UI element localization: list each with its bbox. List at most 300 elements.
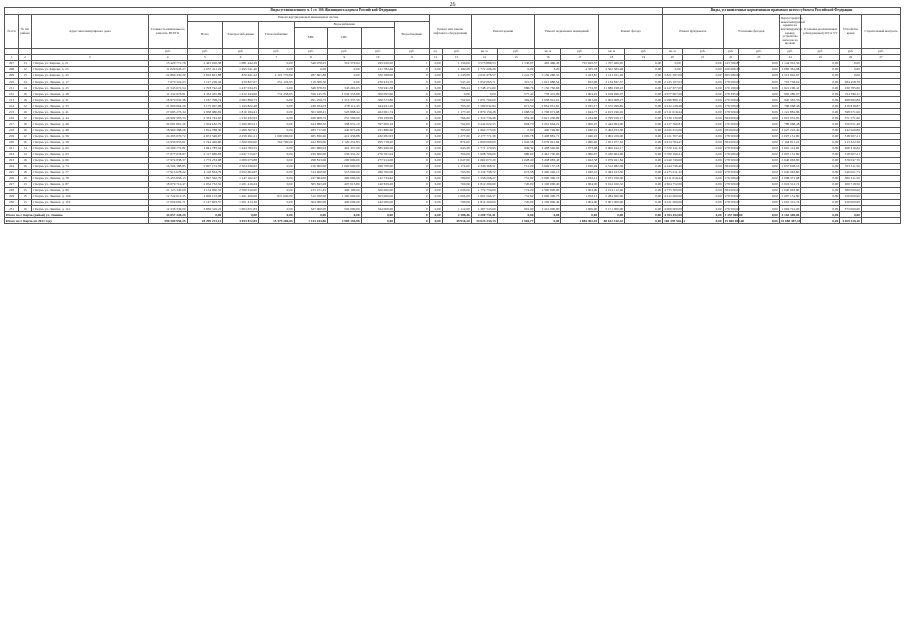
total-value: 0,00 [497, 212, 535, 218]
row-value: 0,00 [625, 157, 663, 163]
row-value: 1 461 400,00 [223, 194, 259, 200]
row-value: 0,00 [258, 67, 294, 73]
row-value: 0,00 [682, 200, 723, 206]
row-value: 0,00 [625, 194, 663, 200]
row-value: 1 073,68 [561, 145, 599, 151]
row-value: 0,00 [625, 115, 663, 121]
row-value: 422 859,00 [294, 139, 327, 145]
column-number-cell: 8 [294, 55, 327, 61]
row-value: 4 000 000,00 [664, 206, 682, 211]
row-value: 4 502 383,48 [599, 67, 625, 73]
row-value: 0,00 [682, 157, 723, 163]
row-value: 259 199,09 [361, 115, 394, 121]
row-value: 1 879 150,28 [471, 109, 497, 115]
page-number: 26 [449, 2, 456, 8]
row-value: 373 000,00 [840, 206, 862, 212]
row-value: 0,00 [801, 133, 840, 139]
row-value: 2 117 669,83 [187, 151, 223, 157]
row-value: 249 034,03 [294, 103, 327, 109]
row-value: 2 500 610,00 [223, 187, 259, 193]
row-value: 0 [395, 109, 430, 115]
row-value: 1 007 151,80 [779, 133, 801, 139]
unit-cell: руб. [395, 49, 430, 55]
row-area-number: 16 [19, 97, 32, 103]
col-all: Всего [187, 22, 223, 49]
row-value: 0,00 [801, 61, 840, 67]
row-value: 4 222 128,48 [664, 103, 682, 108]
total-value: 0,00 [361, 218, 394, 224]
row-value: 1 243,00 [442, 73, 471, 79]
row-value: 305 843,28 [294, 181, 327, 187]
row-value: 380 000,00 [840, 187, 862, 193]
right-title: Виды, установленные нормативным правовым актом субъекта Российской Федерации [663, 8, 901, 15]
row-value: 680,00 [497, 151, 535, 157]
row-value: 178 500,00 [724, 182, 740, 187]
row-value: 527 000,00 [294, 206, 327, 212]
row-value: 1 771 170,95 [471, 145, 497, 151]
row-value: 0,00 [258, 157, 294, 163]
row-value: 0,00 [682, 169, 723, 175]
left-title: Виды установленного ч. 1 ст. 166 Жилищного кодекса Российской Федерации [5, 8, 663, 15]
row-value: 4 953 546,07 [187, 133, 223, 139]
col-building: Строительный контроль [861, 15, 900, 49]
row-value: 731,82 [497, 175, 535, 181]
row-area-number: 16 [19, 175, 32, 181]
total-value: 2 969 194,08 [328, 218, 361, 224]
row-value: 0 [395, 169, 430, 175]
row-value: 0,00 [738, 109, 779, 115]
row-value: 465 466,43 [535, 61, 561, 67]
total-value: 1 357 800,00 [724, 212, 743, 217]
row-address: г Керчь ул. Ленина, д. 25 [32, 85, 149, 91]
row-value: 402 001,74 [361, 109, 394, 115]
row-value: 0,00 [625, 67, 663, 73]
row-value: 397 000,18 [361, 121, 394, 127]
row-value: 200 718,50 [840, 181, 862, 187]
row-value: 4 025 615,00 [664, 127, 682, 132]
row-value: 4 511 619,44 [664, 176, 682, 181]
row-value: 720,00 [497, 181, 535, 187]
row-value: 350 000,00 [840, 194, 862, 200]
row-value: 4 355,78 [561, 67, 599, 73]
row-number: 217 [5, 121, 19, 127]
row-value: 1 232 632,63 [223, 115, 259, 121]
col-elevator: Ремонт или замена лифтового оборудования [429, 15, 471, 49]
row-value: 0,00 [801, 79, 840, 85]
row-value: 348 978,25 [294, 61, 327, 67]
row-value: 0,00 [682, 187, 723, 193]
row-value: 763,00 [442, 127, 471, 133]
row-value: 0,00 [258, 103, 294, 109]
row-value: 1 772 206,29 [471, 67, 497, 73]
row-value: 385 290,20 [361, 145, 394, 151]
row-number: 231 [5, 206, 19, 212]
row-address: г Керчь ул. Ленина, д. 78 [32, 175, 149, 181]
row-area-number: 14 [19, 145, 32, 151]
row-value: 2 061,40 [561, 97, 599, 103]
row-value: 0,00 [328, 67, 361, 73]
row-value: 0,00 [258, 151, 294, 157]
row-value: 720,00 [497, 200, 535, 206]
row-value: 12 724 612,53 [148, 194, 187, 200]
row-value: 584 000,00 [724, 115, 740, 120]
total-value: 0,00 [429, 212, 442, 218]
row-value: 11 086 198,23 [599, 85, 625, 91]
total-value: 0,00 [682, 212, 723, 218]
row-value: 1 277,00 [442, 133, 471, 139]
column-number-cell: 2 [19, 55, 32, 61]
row-address: г Керчь ул. Ленина, д. 74 [32, 163, 149, 169]
row-value: 14 930 955,61 [148, 139, 187, 145]
row-value: 0,00 [801, 97, 840, 103]
total-value: 0,00 [429, 218, 442, 224]
row-value: 1 495 541,40 [223, 67, 259, 73]
row-value: 3 000 222,17 [599, 145, 625, 151]
row-value: 731 258,05 [258, 91, 294, 97]
row-value: 371 571,60 [840, 115, 862, 121]
row-value: 16 504 188,85 [148, 163, 187, 169]
row-value: 1 040 063,80 [779, 187, 801, 193]
column-number-cell: 4 [148, 55, 187, 61]
row-value: 479 827,07 [223, 79, 259, 85]
row-address: г Керчь ул. Ленина, д. 59 [32, 139, 149, 145]
row-value: 1 044,77 [561, 109, 599, 115]
row-value: 0,00 [801, 194, 840, 200]
row-value: 0,00 [258, 163, 294, 169]
total-value: 1 143 443,86 [294, 218, 327, 224]
row-value: 0,00 [682, 97, 723, 103]
row-value: 778 472,09 [535, 91, 561, 97]
row-value: 200 749,80 [535, 127, 561, 133]
row-value: 0,00 [682, 73, 723, 79]
row-value: 0,00 [682, 194, 723, 200]
row-area-number: 16 [19, 121, 32, 127]
unit-cell: руб. [779, 49, 801, 55]
column-number-cell: 6 [223, 55, 259, 61]
row-value: 1 004,22 [561, 91, 599, 97]
row-value: 0,00 [625, 200, 663, 206]
total-value: 4 053 872,65 [223, 218, 259, 224]
row-value: 178 500,00 [724, 152, 740, 157]
row-value: 774,00 [497, 187, 535, 193]
row-value: 1 504 182,79 [187, 121, 223, 127]
row-value: 178 500,00 [724, 146, 740, 151]
column-number-cell: 20 [663, 55, 682, 61]
col-heat: Теплоснабжение [258, 22, 294, 49]
row-number: 213 [5, 97, 19, 103]
row-value: 2 256 491,21 [223, 133, 259, 139]
row-value: 1 997 562,79 [187, 175, 223, 181]
row-value: 277 914,00 [361, 157, 394, 163]
row-value: 0,00 [625, 61, 663, 67]
row-value: 178 500,00 [724, 158, 740, 163]
row-value: 2 125 107,03 [664, 79, 682, 84]
total-value: 0,00 [801, 218, 840, 224]
row-value: 340 001,75 [840, 169, 862, 175]
row-value: 7 156 750,66 [535, 85, 561, 91]
row-value: 344 000,00 [361, 206, 394, 212]
row-value: 1 021 190,41 [779, 85, 801, 91]
row-value: 712,90 [497, 163, 535, 169]
row-address: г Керчь ул. Ленина, д. 87 [32, 181, 149, 187]
row-value: 3 201 664,22 [535, 121, 561, 127]
row-value: 2 400 240,15 [535, 169, 561, 175]
row-value: 1 052,11 [561, 194, 599, 200]
row-value: 2 464 223,30 [599, 169, 625, 175]
row-address: г Керчь ул. Ленина, д. 48 [32, 127, 149, 133]
table-header [5, 8, 901, 61]
row-area-number: 13 [19, 73, 32, 79]
total-value: 0,00 [294, 212, 327, 218]
row-value: 4 077 607,26 [664, 91, 682, 96]
row-value: 0 [395, 97, 430, 103]
row-value: 0 [395, 145, 430, 151]
row-value: 0,00 [738, 145, 779, 151]
unit-cell: руб. [148, 49, 187, 55]
row-value: 4 147 677,00 [664, 85, 682, 90]
row-value: 2 793 742,43 [187, 85, 223, 91]
row-value: 0,00 [429, 103, 442, 109]
row-value: 0,00 [429, 139, 442, 145]
unit-cell: руб. [723, 49, 738, 55]
row-value: 1 007 151,80 [779, 194, 801, 200]
row-value: 270 761,04 [361, 151, 394, 157]
row-value: 3 821 397,00 [664, 73, 682, 78]
row-value: 2 444 004,00 [599, 121, 625, 127]
row-value: 503 000,00 [361, 194, 394, 200]
row-value: 0,00 [294, 67, 327, 73]
row-value: 1 121 881,86 [779, 109, 801, 115]
row-value: 291 256,73 [294, 97, 327, 103]
row-value: 18 970 932,38 [148, 97, 187, 103]
row-number: 211 [5, 85, 19, 91]
row-number: 224 [5, 163, 19, 169]
row-area-number: 15 [19, 187, 32, 193]
row-value: 304 000,00 [294, 200, 327, 206]
row-value: 2 052 604,87 [223, 169, 259, 175]
row-value: 0,00 [429, 61, 442, 67]
row-value: 4 013 196,45 [599, 109, 625, 115]
row-value: 876 641,22 [223, 73, 259, 79]
row-value: 0 [395, 200, 430, 206]
unit-cell: руб. [442, 49, 471, 55]
row-address: г Керчь ул. Ленина, д. 41 [32, 109, 149, 115]
row-value: 0,00 [682, 79, 723, 85]
row-value: 821 640,00 [258, 194, 294, 200]
row-value: 3 799 916,17 [599, 115, 625, 121]
row-value: 227 664,00 [294, 175, 327, 181]
row-value: 398 631,10 [328, 121, 361, 127]
row-value: 4 275 011,22 [664, 170, 682, 175]
row-value: 0,00 [682, 85, 723, 91]
row-value: 1 112,00 [442, 206, 471, 212]
row-number: 225 [5, 169, 19, 175]
row-value: 0,00 [429, 187, 442, 193]
total-value: 33 088 387,41 [780, 218, 801, 223]
row-number: 215 [5, 109, 19, 115]
row-value: 786 068,48 [779, 103, 801, 109]
row-value: 4 606 153,08 [187, 194, 223, 200]
row-value: 2 035,17 [561, 103, 599, 109]
row-value: 178 395,00 [724, 91, 740, 96]
row-value: 0,00 [429, 91, 442, 97]
row-value: 0,00 [429, 194, 442, 200]
total-value: 0,00 [738, 218, 779, 224]
row-value: 1 147 162,47 [223, 175, 259, 181]
row-value: 2 101 770,80 [258, 73, 294, 79]
row-area-number: 13 [19, 181, 32, 187]
row-value: 0,00 [429, 121, 442, 127]
row-value: 0,00 [625, 139, 663, 145]
row-value: 0,00 [738, 67, 779, 73]
column-number-cell: 11 [395, 55, 430, 61]
total-label: Итого по г. Керчь (район) ул. Ленина [5, 212, 149, 218]
row-value: 874,00 [442, 139, 471, 145]
row-value: 4 511 619,44 [664, 109, 682, 114]
row-value: 1 040 063,80 [779, 157, 801, 163]
row-value: 318 567,21 [840, 133, 862, 139]
row-value: 3 839 319,22 [187, 206, 223, 212]
row-value: 200 000,00 [328, 157, 361, 163]
row-value: 314 400,00 [294, 169, 327, 175]
row-value: 1 300 000,00 [223, 139, 259, 145]
row-value: 0,00 [258, 169, 294, 175]
row-value: 0,00 [801, 103, 840, 109]
row-value: 0,00 [801, 91, 840, 97]
row-address: г Керчь ул. Ленина, д. 66 [32, 157, 149, 163]
row-value: 356 145,70 [294, 91, 327, 97]
row-value: 1 814 788,39 [187, 127, 223, 133]
row-value: 1 121 911,26 [599, 73, 625, 79]
row-value: 0,00 [625, 169, 663, 175]
row-value: 379 047,76 [840, 157, 862, 163]
row-value: 2 504 630,62 [223, 163, 259, 169]
row-value: 701 756,62 [779, 79, 801, 85]
row-value: 0,00 [801, 121, 840, 127]
unit-cell: кв. м [471, 49, 497, 55]
row-value: 0,00 [625, 151, 663, 157]
unit-cell: руб. [294, 49, 327, 55]
row-value: 1 081 442,29 [223, 61, 259, 67]
row-value: 0,00 [682, 151, 723, 157]
row-value: 0,00 [801, 85, 840, 91]
row-value: 3 408 881,71 [535, 133, 561, 139]
row-value: 0,00 [801, 127, 840, 133]
row-value: 0,00 [625, 133, 663, 139]
unit-cell: кв. м [599, 49, 625, 55]
row-value: 0,00 [258, 61, 294, 67]
row-value: 1 028,40 [497, 157, 535, 163]
row-value: 0,00 [738, 127, 779, 133]
unit-cell: кв. м [535, 49, 561, 55]
row-value: 1 007 151,80 [779, 151, 801, 157]
row-area-number: 16 [19, 127, 32, 133]
row-value: 318 567,21 [840, 151, 862, 157]
row-value: 0,00 [258, 181, 294, 187]
row-value: 0,00 [738, 121, 779, 127]
row-value: 3 573 889,53 [471, 61, 497, 67]
total-value: 0,00 [840, 212, 862, 218]
row-value: 1 040 063,80 [779, 169, 801, 175]
row-value: 176 500,00 [724, 176, 740, 181]
row-number: 219 [5, 133, 19, 139]
row-value: 3 154 000,35 [187, 187, 223, 193]
row-value: 0,00 [738, 91, 779, 97]
row-value: 2 500 600,00 [535, 187, 561, 193]
row-value: 0,00 [840, 73, 862, 79]
row-number: 207 [5, 61, 19, 67]
row-value: 0,00 [625, 109, 663, 115]
row-value: 176 500,00 [724, 206, 740, 211]
row-value: 0,00 [625, 163, 663, 169]
row-value: 1 748 172,60 [471, 85, 497, 91]
row-value: 7 670 319,23 [148, 79, 187, 85]
row-value: 0,00 [429, 79, 442, 85]
row-number: 229 [5, 194, 19, 200]
row-value: 242 560,86 [840, 127, 862, 133]
row-value: 523 868,44 [328, 109, 361, 115]
row-value: 0,00 [738, 206, 779, 212]
row-value: 0,00 [429, 169, 442, 175]
row-value: 943,26 [442, 145, 471, 151]
row-value: 0,00 [625, 181, 663, 187]
row-value: 584 000,00 [724, 127, 740, 132]
row-value: 1 558 208,27 [471, 175, 497, 181]
row-value: 0,00 [801, 169, 840, 175]
row-value: 1 201 413,36 [223, 200, 259, 206]
row-value: 0,00 [738, 157, 779, 163]
col-water-blank [361, 28, 394, 49]
row-value: 2 572 299,84 [599, 103, 625, 109]
row-number: 221 [5, 145, 19, 151]
row-value: 0,00 [801, 200, 840, 206]
row-value: 15 455 856,13 [148, 175, 187, 181]
row-value: 2 464 223,30 [599, 127, 625, 133]
unit-cell: руб. [497, 49, 535, 55]
unit-cell: руб. [625, 49, 663, 55]
row-value: 762,00 [442, 121, 471, 127]
column-number-cell: 19 [625, 55, 663, 61]
unit-cell: кв. м [663, 49, 682, 55]
row-value: 766,24 [442, 85, 471, 91]
row-value: 2 057 411,24 [187, 67, 223, 73]
row-value: 0,00 [738, 200, 779, 206]
row-value: 4 914 784,47 [664, 139, 682, 144]
row-value: 143 760,87 [724, 61, 740, 66]
total-value: 0,00 [599, 212, 625, 218]
total-value: 15 379 206,84 [258, 218, 294, 224]
total-value: 33 023 234,15 [471, 218, 497, 224]
row-value: 1 027 222,40 [779, 127, 801, 133]
row-value: 1 047,00 [442, 157, 471, 163]
row-value: 15 429 771,78 [148, 61, 187, 67]
row-value: 0,00 [738, 175, 779, 181]
row-value: 1 068,50 [497, 109, 535, 115]
col-basement: Ремонт подвальных помещений [535, 15, 599, 49]
unit-cell: руб. [561, 49, 599, 55]
row-value: 2 000 300,73 [535, 175, 561, 181]
unit-cell: руб. [223, 49, 259, 55]
row-value: 1 290 663,21 [223, 121, 259, 127]
row-value: 1 008 371,08 [779, 175, 801, 181]
row-number: 209 [5, 73, 19, 79]
row-value: 1 707 460,95 [599, 61, 625, 67]
row-value: 1 000 000,00 [258, 133, 294, 139]
row-value: 353 311,50 [840, 163, 862, 169]
row-value: 0,00 [840, 67, 862, 73]
row-value: 1 182,08 [442, 67, 471, 73]
row-value: 321,51 [497, 79, 535, 85]
